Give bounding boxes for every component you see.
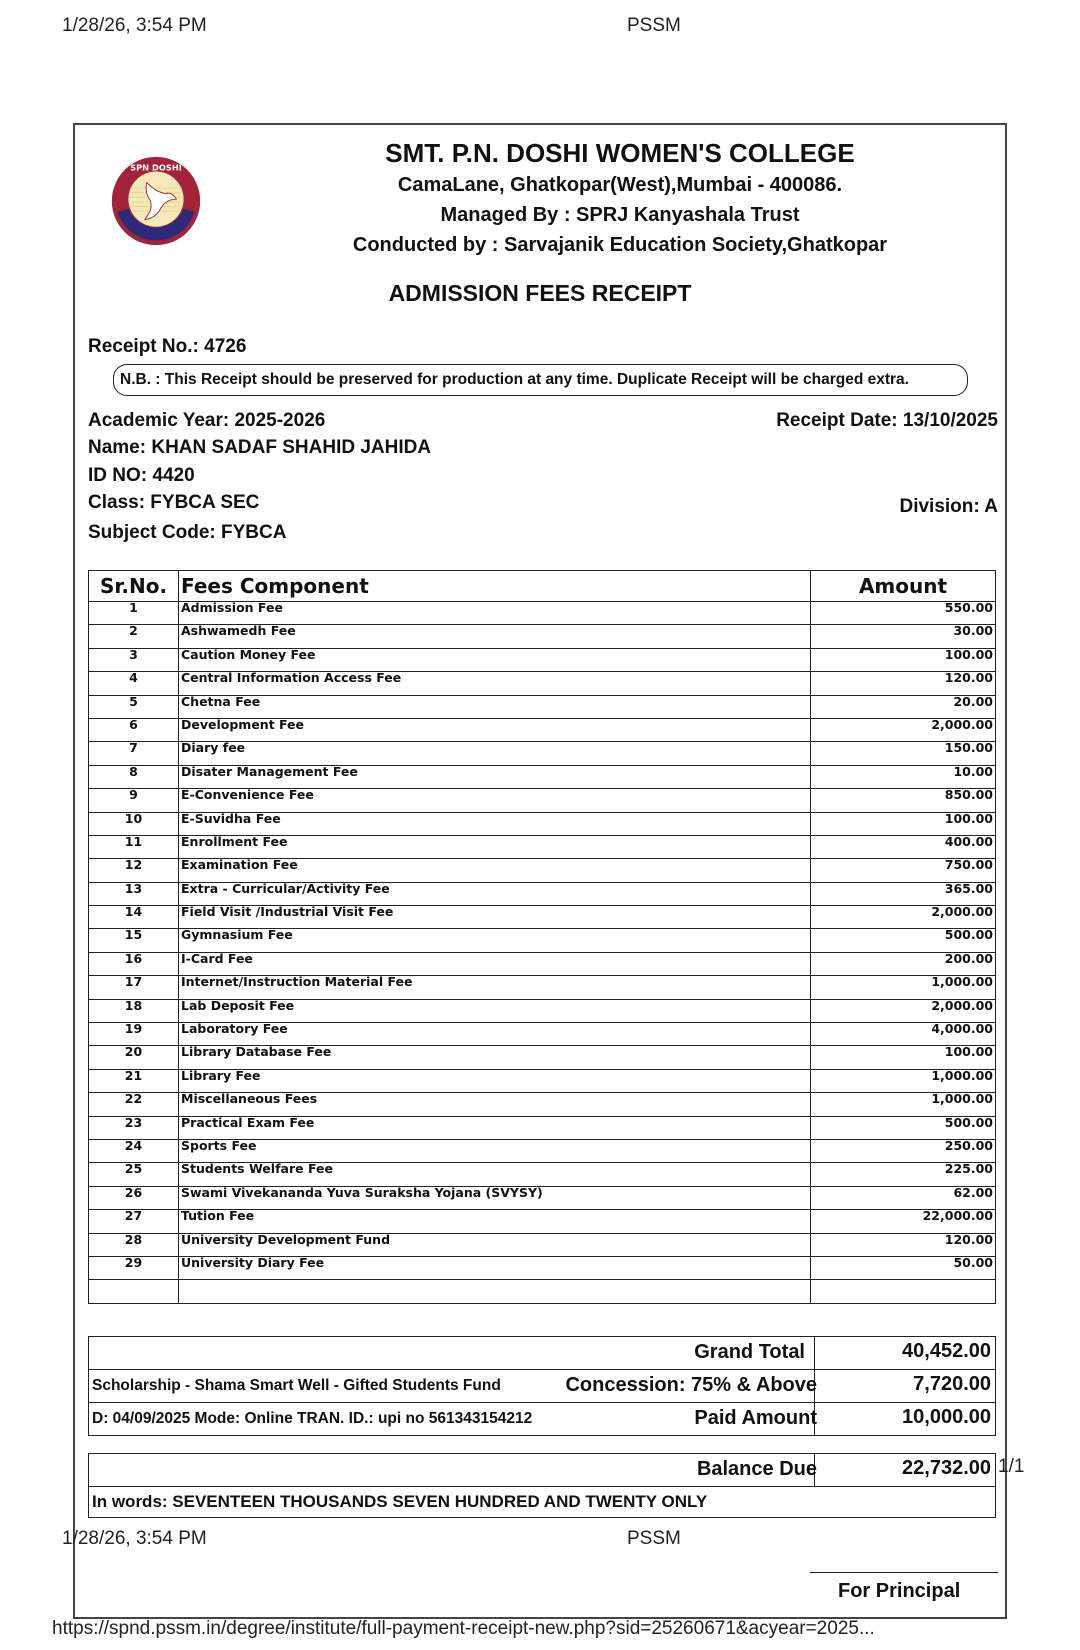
signature-line	[810, 1572, 998, 1573]
fee-amount: 100.00	[811, 812, 996, 835]
academic-year: Academic Year: 2025-2026	[88, 410, 326, 431]
fee-component: Swami Vivekananda Yuva Suraksha Yojana (SVYSY)	[179, 1186, 811, 1209]
fee-row	[89, 672, 996, 695]
fee-row	[89, 882, 996, 905]
fee-component: Tution Fee	[179, 1210, 811, 1233]
fee-component: Disater Management Fee	[179, 765, 811, 788]
fee-sr-no: 3	[89, 648, 179, 671]
fee-component: Library Fee	[179, 1069, 811, 1092]
fee-sr-no: 29	[89, 1256, 179, 1279]
fee-sr-no: 20	[89, 1046, 179, 1069]
grand-total-row	[89, 1337, 995, 1370]
fee-amount: 400.00	[811, 835, 996, 858]
fee-sr-no: 1	[89, 602, 179, 625]
fee-component: Internet/Instruction Material Fee	[179, 976, 811, 999]
fee-sr-no: 8	[89, 765, 179, 788]
fee-row	[89, 976, 996, 999]
receipt-title: ADMISSION FEES RECEIPT	[388, 280, 692, 306]
fee-component: Library Database Fee	[179, 1046, 811, 1069]
college-name: SMT. P.N. DOSHI WOMEN'S COLLEGE	[385, 138, 855, 168]
fee-amount: 150.00	[811, 742, 996, 765]
print-footer-title: PSSM	[627, 1528, 681, 1549]
fee-row	[89, 765, 996, 788]
managed-by: Managed By : SPRJ Kanyashala Trust	[440, 204, 800, 226]
fee-sr-no: 7	[89, 742, 179, 765]
fee-amount: 22,000.00	[811, 1210, 996, 1233]
fee-row	[89, 1163, 996, 1186]
fee-component: Enrollment Fee	[179, 835, 811, 858]
fee-component: University Development Fund	[179, 1233, 811, 1256]
fee-amount: 750.00	[811, 859, 996, 882]
fee-row	[89, 695, 996, 718]
fee-sr-no: 16	[89, 952, 179, 975]
fee-sr-no: 18	[89, 999, 179, 1022]
fee-amount: 200.00	[811, 952, 996, 975]
concession-row	[89, 1370, 995, 1403]
fee-row	[89, 906, 996, 929]
fee-sr-no: 15	[89, 929, 179, 952]
payment-note: D: 04/09/2025 Mode: Online TRAN. ID.: upi no 561343154212	[92, 1410, 533, 1427]
empty-cell	[811, 1280, 996, 1303]
fee-sr-no: 25	[89, 1163, 179, 1186]
scholarship-note: Scholarship - Shama Smart Well - Gifted Students Fund	[92, 1377, 501, 1394]
for-principal-label: For Principal	[838, 1580, 961, 1602]
fee-sr-no: 21	[89, 1069, 179, 1092]
fee-sr-no: 10	[89, 812, 179, 835]
fee-amount: 500.00	[811, 1116, 996, 1139]
fee-sr-no: 28	[89, 1233, 179, 1256]
fee-amount: 30.00	[811, 625, 996, 648]
fee-amount: 4,000.00	[811, 1023, 996, 1046]
college-address: CamaLane, Ghatkopar(West),Mumbai - 400086.	[397, 174, 843, 196]
class: Class: FYBCA SEC	[88, 492, 260, 513]
fee-sr-no: 2	[89, 625, 179, 648]
fee-component: Extra - Curricular/Activity Fee	[179, 882, 811, 905]
fee-row	[89, 1139, 996, 1162]
fee-component: E-Convenience Fee	[179, 789, 811, 812]
fee-component: Practical Exam Fee	[179, 1116, 811, 1139]
fee-row	[89, 812, 996, 835]
paid-row	[89, 1403, 995, 1435]
fee-amount: 1,000.00	[811, 1093, 996, 1116]
page-count: 1/1	[998, 1456, 1025, 1477]
fee-component: University Diary Fee	[179, 1256, 811, 1279]
fee-component: Ashwamedh Fee	[179, 625, 811, 648]
fee-row	[89, 1046, 996, 1069]
fee-sr-no: 17	[89, 976, 179, 999]
fee-sr-no: 11	[89, 835, 179, 858]
fee-sr-no: 19	[89, 1023, 179, 1046]
fee-row	[89, 1210, 996, 1233]
fee-component: Laboratory Fee	[179, 1023, 811, 1046]
fee-amount: 500.00	[811, 929, 996, 952]
fee-amount: 850.00	[811, 789, 996, 812]
balance-value: 22,732.00	[902, 1457, 991, 1479]
fee-amount: 100.00	[811, 648, 996, 671]
fee-sr-no: 22	[89, 1093, 179, 1116]
fee-row-empty	[89, 1280, 996, 1303]
fee-component: E-Suvidha Fee	[179, 812, 811, 835]
amount-in-words: In words: SEVENTEEN THOUSANDS SEVEN HUNDRED AND TWENTY ONLY	[92, 1492, 708, 1511]
fee-component: Caution Money Fee	[179, 648, 811, 671]
fee-sr-no: 26	[89, 1186, 179, 1209]
header-sr-no: Sr.No.	[89, 571, 179, 602]
receipt-number: Receipt No.: 4726	[88, 336, 247, 357]
fee-amount: 225.00	[811, 1163, 996, 1186]
fee-component: Sports Fee	[179, 1139, 811, 1162]
fee-amount: 2,000.00	[811, 999, 996, 1022]
subject-code: Subject Code: FYBCA	[88, 522, 287, 543]
fee-component: Lab Deposit Fee	[179, 999, 811, 1022]
svg-text:SPN DOSHI: SPN DOSHI	[130, 162, 182, 173]
fee-amount: 100.00	[811, 1046, 996, 1069]
fee-component: Development Fee	[179, 718, 811, 741]
fee-row	[89, 648, 996, 671]
print-footer-datetime: 1/28/26, 3:54 PM	[62, 1528, 207, 1549]
fee-component: Central Information Access Fee	[179, 672, 811, 695]
fee-row	[89, 1069, 996, 1092]
fee-sr-no: 23	[89, 1116, 179, 1139]
fee-amount: 365.00	[811, 882, 996, 905]
print-header-datetime: 1/28/26, 3:54 PM	[62, 15, 207, 36]
fee-row	[89, 859, 996, 882]
nb-note: N.B. : This Receipt should be preserved for production at any time. Duplicate Receipt will be charged extra.	[113, 364, 968, 396]
paid-label: Paid Amount	[694, 1407, 817, 1429]
fee-amount: 2,000.00	[811, 718, 996, 741]
fee-component: I-Card Fee	[179, 952, 811, 975]
header-amount: Amount	[811, 571, 996, 602]
fee-amount: 250.00	[811, 1139, 996, 1162]
print-header-title: PSSM	[627, 15, 681, 36]
concession-value: 7,720.00	[913, 1373, 991, 1395]
fee-sr-no: 13	[89, 882, 179, 905]
fee-row	[89, 1256, 996, 1279]
fee-row	[89, 1186, 996, 1209]
fee-amount: 120.00	[811, 1233, 996, 1256]
fee-row	[89, 789, 996, 812]
fee-amount: 550.00	[811, 602, 996, 625]
receipt-date: Receipt Date: 13/10/2025	[776, 410, 998, 431]
fee-sr-no: 6	[89, 718, 179, 741]
fee-component: Miscellaneous Fees	[179, 1093, 811, 1116]
id-number: ID NO: 4420	[88, 465, 195, 486]
fee-amount: 1,000.00	[811, 1069, 996, 1092]
fee-sr-no: 14	[89, 906, 179, 929]
fees-table-header	[89, 571, 996, 602]
grand-total-label: Grand Total	[694, 1341, 805, 1363]
fee-row	[89, 1116, 996, 1139]
balance-label: Balance Due	[696, 1458, 817, 1480]
fee-amount: 2,000.00	[811, 906, 996, 929]
fee-sr-no: 24	[89, 1139, 179, 1162]
fee-component: Admission Fee	[179, 602, 811, 625]
fee-component: Field Visit /Industrial Visit Fee	[179, 906, 811, 929]
fee-sr-no: 4	[89, 672, 179, 695]
fee-row	[89, 1233, 996, 1256]
fee-row	[89, 602, 996, 625]
fee-row	[89, 929, 996, 952]
fee-row	[89, 1023, 996, 1046]
fee-component: Diary fee	[179, 742, 811, 765]
fee-amount: 50.00	[811, 1256, 996, 1279]
balance-row	[89, 1454, 995, 1487]
fee-sr-no: 12	[89, 859, 179, 882]
fee-row	[89, 952, 996, 975]
fee-amount: 20.00	[811, 695, 996, 718]
fee-row	[89, 999, 996, 1022]
paid-value: 10,000.00	[902, 1406, 991, 1428]
fee-amount: 120.00	[811, 672, 996, 695]
fees-table	[88, 570, 996, 1304]
division: Division: A	[899, 496, 998, 517]
empty-cell	[89, 1280, 179, 1303]
fee-sr-no: 5	[89, 695, 179, 718]
fee-row	[89, 625, 996, 648]
fee-row	[89, 1093, 996, 1116]
fee-amount: 10.00	[811, 765, 996, 788]
concession-label: Concession: 75% & Above	[565, 1374, 817, 1396]
fee-sr-no: 27	[89, 1210, 179, 1233]
college-crest-icon	[110, 155, 202, 247]
page-url-link[interactable]: https://spnd.pssm.in/degree/institute/full-payment-receipt-new.php?sid=25260671&acyear=2025...	[52, 1618, 875, 1639]
fee-amount: 62.00	[811, 1186, 996, 1209]
conducted-by: Conducted by : Sarvajanik Education Society,Ghatkopar	[352, 234, 888, 256]
fee-component: Students Welfare Fee	[179, 1163, 811, 1186]
fee-row	[89, 718, 996, 741]
fee-component: Gymnasium Fee	[179, 929, 811, 952]
grand-total-value: 40,452.00	[902, 1340, 991, 1362]
fee-row	[89, 835, 996, 858]
fee-row	[89, 742, 996, 765]
totals-section	[88, 1336, 996, 1436]
header-fees-component: Fees Component	[179, 571, 811, 602]
in-words-row	[89, 1487, 995, 1517]
balance-section	[88, 1453, 996, 1518]
student-name: Name: KHAN SADAF SHAHID JAHIDA	[88, 437, 432, 458]
empty-cell	[179, 1280, 811, 1303]
fee-component: Examination Fee	[179, 859, 811, 882]
fee-amount: 1,000.00	[811, 976, 996, 999]
fee-component: Chetna Fee	[179, 695, 811, 718]
fee-sr-no: 9	[89, 789, 179, 812]
